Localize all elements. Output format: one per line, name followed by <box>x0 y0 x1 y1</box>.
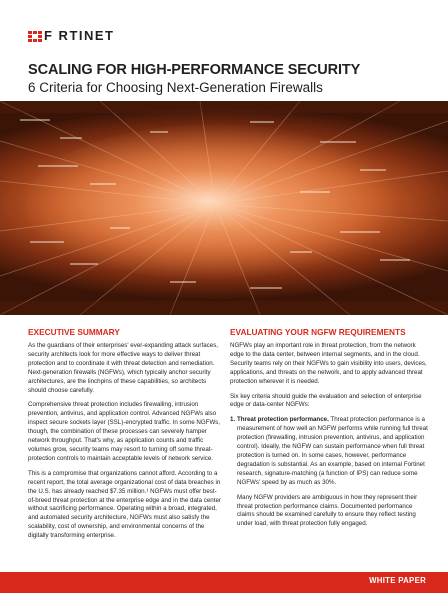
requirements-heading: EVALUATING YOUR NGFW REQUIREMENTS <box>230 327 406 337</box>
executive-summary-section <box>28 327 223 547</box>
criteria-number: 1. <box>230 416 236 424</box>
summary-paragraph: As the guardians of their enterprises' ever-expanding attack surfaces, security architects look for more effective ways to deliver threat protection and to coordinate it with threat detection and remediation. Next-generation firewalls (NGFWs), which typically anchor security architectures, are the linchpins of these capabilities, so architects should choose carefully. <box>28 342 219 394</box>
criteria-followup: Many NGFW providers are ambiguous in how they represent their threat protection performance claims. Documented performance claims should be examined carefully to ensure they reflect testing under load, with threat protection fully engaged. <box>237 493 418 528</box>
data-tunnel-image <box>0 101 448 315</box>
page-subtitle: 6 Criteria for Choosing Next-Generation Firewalls <box>28 80 323 95</box>
hero-image <box>0 101 448 315</box>
summary-paragraph: Comprehensive threat protection includes firewalling, intrusion prevention, antivirus, and application control. Advanced NGFWs also inspect secure sockets layer (SSL)-encrypted traffic. In some NGFWs, though, the combination of these processes can severely hamper network throughput. That's why, as application counts and traffic volumes grow, security teams may resort to turning off some threat-protection controls to maintain acceptable levels of network service. <box>28 401 221 462</box>
requirements-section <box>230 327 428 535</box>
criteria-text: Threat protection performance is a measurement of how well an NGFW performs while running full threat protection (firewalling, intrusion prevention, antivirus, and application control). Ideally, the NGFW can sustain performance when full threat protection is turned on. In some cases, however, performance degradation is substantial. As an example, based on internal Fortinet research, signature-matching (a function of IPS) can reduce some NGFWs' speed by as much as 30%. <box>237 416 428 486</box>
fortinet-logo-icon <box>28 31 42 42</box>
requirements-paragraph: Six key criteria should guide the evaluation and selection of enterprise edge or data-center NGFWs: <box>230 392 422 409</box>
criteria-list-item <box>230 416 428 535</box>
logo-wordmark: F RTINET <box>44 28 115 43</box>
page-title: SCALING FOR HIGH-PERFORMANCE SECURITY <box>28 62 361 78</box>
requirements-paragraph: NGFWs play an important role in threat protection, from the network edge to the data center, between internal segments, and in the cloud. Security teams rely on their NGFWs to gain visibility into users, devices, applications, and threats on the network, and to apply advanced threat protection wherever it is needed. <box>230 342 427 385</box>
fortinet-logo <box>28 30 115 42</box>
executive-summary-heading: EXECUTIVE SUMMARY <box>28 327 120 337</box>
summary-paragraph: This is a compromise that organizations cannot afford. According to a recent report, the total average organizational cost of data breaches in the U.S. has already reached $7.35 million.¹ NGFWs must offer best-of-breed threat protection at the enterprise edge and in the data center without sacrificing performance. Operating within a broad, integrated, and automated security architecture, NGFWs must also satisfy the scalability, cost of ownership, and environmental concerns of the digitally transforming enterprise. <box>28 469 221 540</box>
criteria-title: Threat protection performance. <box>237 416 329 424</box>
footer-label: WHITE PAPER <box>369 576 426 585</box>
footer-bar <box>0 572 448 593</box>
